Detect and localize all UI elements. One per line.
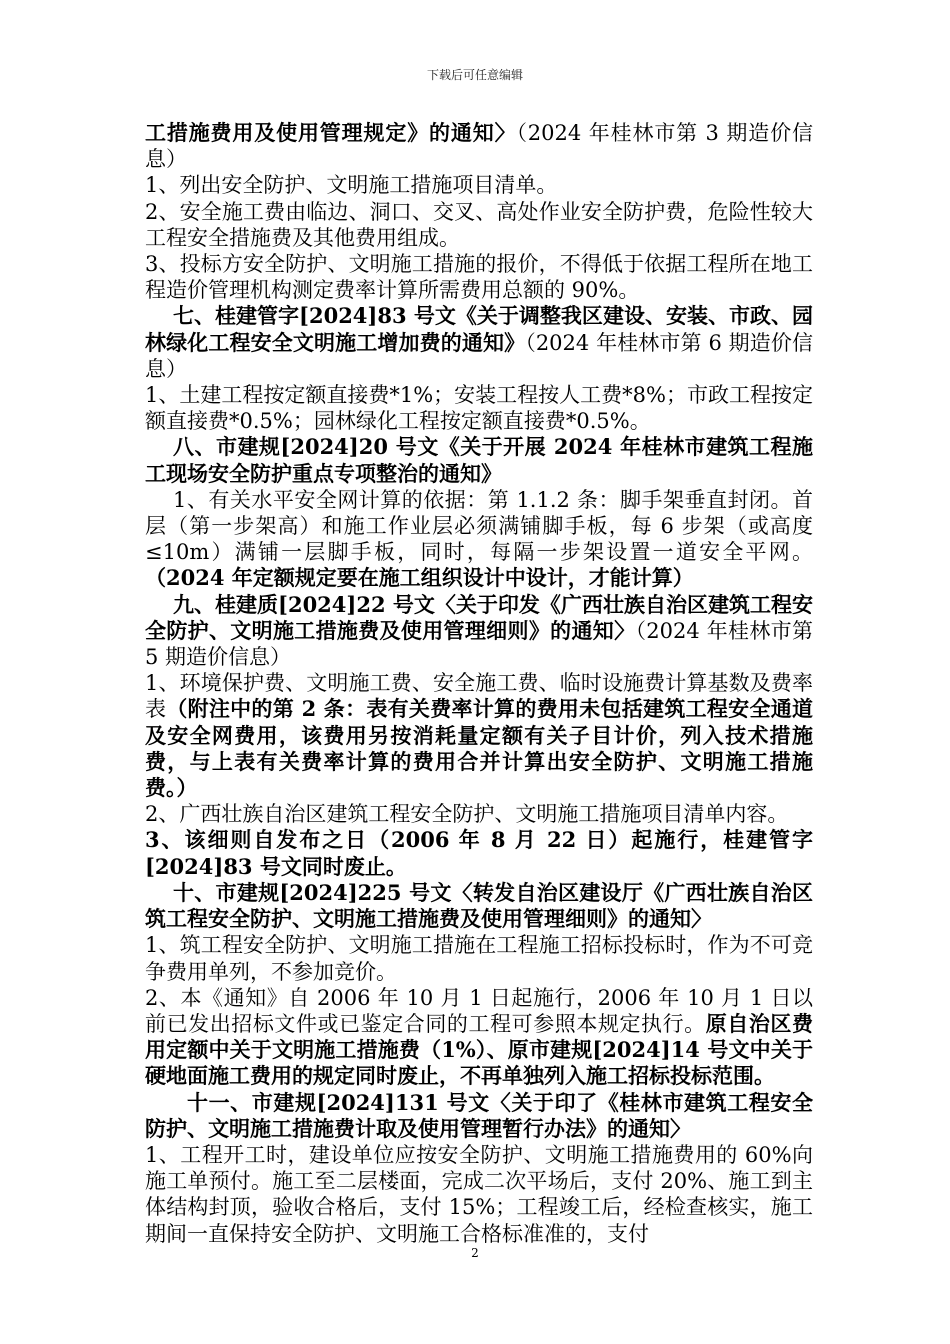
document-body	[145, 120, 813, 1247]
text-run: （2024 年桂林市第 6 期造价信息）	[145, 330, 813, 381]
text-run: 1、工程开工时，建设单位应按安全防护、文明施工措施费用的 60%向施工单预付。施工至二层楼面，完成二次平场后，支付 20%、施工到主体结构封顶，验收合格后，支付 15%；工程竣工后，经检查核实，施工期间一直保持安全防护、文明施工合格标准准的，支付	[145, 1142, 813, 1246]
paragraph	[145, 382, 813, 434]
bold-text-run: 原自治区费用定额中关于文明施工措施费（1%）、原市建规[2024]14 号文中关于硬地面施工费用的规定同时废止，不再单独列入施工招标投标范围。	[145, 1010, 814, 1089]
page-number: 2	[471, 1246, 479, 1260]
paragraph	[145, 827, 813, 879]
paragraph	[145, 199, 813, 251]
bold-text-run: 3、该细则自发布之日（2006 年 8 月 22 日）起施行，桂建管字[2024]83 号文同时废止。	[145, 827, 813, 879]
paragraph	[145, 120, 813, 172]
text-run: （2024 年桂林市第 3 期造价信息）	[145, 121, 813, 172]
bold-text-run: 十一、市建规[2024]131 号文〈关于印了《桂林市建筑工程安全防护、文明施工措施费计取及使用管理暂行办法》的通知〉	[145, 1089, 813, 1141]
section-heading	[145, 880, 813, 932]
text-run: 1、有关水平安全网计算的依据：第 1.1.2 条：脚手架垂直封闭。首层（第一步架高）和施工作业层必须满铺脚手板，每 6 步架（或高度≤10m）满铺一层脚手板，同时，每隔一步架设置一道安全平网。	[145, 487, 813, 565]
text-run: 1、土建工程按定额直接费*1%；安装工程按人工费*8%；市政工程按定额直接费*0.5%；园林绿化工程按定额直接费*0.5%。	[145, 383, 813, 434]
paragraph	[145, 801, 813, 827]
section-heading	[145, 303, 813, 382]
bold-text-run: （附注中的第 2 条：表有关费率计算的费用未包括建筑工程安全通道及安全网费用，该费用另按消耗量定额有关子目计价，列入技术措施费，与上表有关费率计算的费用合并计算出安全防护、文明施工措施费。）	[145, 696, 814, 801]
text-run: 2、本《通知》自 2006 年 10 月 1 日起施行，2006 年 10 月 1 日以前已发出招标文件或已鉴定合同的工程可参照本规定执行。	[145, 985, 813, 1036]
bold-text-run: 七、桂建管字[2024]83 号文《关于调整我区建设、安装、市政、园林绿化工程安全文明施工增加费的通知》	[145, 303, 813, 355]
text-run: 1、筑工程安全防护、文明施工措施在工程施工招标投标时，作为不可竞争费用单列，不参加竞价。	[145, 933, 813, 984]
paragraph	[145, 670, 813, 801]
paragraph	[145, 1142, 813, 1247]
page-header: 下载后可任意编辑	[426, 68, 523, 82]
bold-text-run: 九、桂建质[2024]22 号文〈关于印发《广西壮族自治区建筑工程安全防护、文明施工措施费及使用管理细则》的通知〉	[145, 591, 813, 643]
paragraph	[145, 932, 813, 984]
text-run: 1、环境保护费、文明施工费、安全施工费、临时设施费计算基数及费率表	[145, 671, 813, 722]
text-run: 1、列出安全防护、文明施工措施项目清单。	[145, 173, 558, 198]
bold-text-run: 八、市建规[2024]20 号文《关于开展 2024 年桂林市建筑工程施工现场安全防护重点专项整治的通知》	[145, 434, 813, 486]
text-run: 3、投标方安全防护、文明施工措施的报价，不得低于依据工程所在地工程造价管理机构测定费率计算所需费用总额的 90%。	[145, 252, 813, 303]
section-heading	[145, 592, 813, 671]
paragraph	[145, 487, 813, 592]
section-heading	[145, 1090, 813, 1142]
text-run: （2024 年桂林市第 5 期造价信息）	[145, 618, 813, 670]
paragraph	[145, 985, 813, 1090]
section-heading	[145, 434, 813, 486]
bold-text-run: 十、市建规[2024]225 号文〈转发自治区建设厅《广西壮族自治区筑工程安全防护、文明施工措施费及使用管理细则》的通知〉	[145, 879, 813, 932]
bold-text-run: 工措施费用及使用管理规定》的通知〉	[145, 120, 517, 145]
bold-text-run: （2024 年定额规定要在施工组织设计中设计，才能计算）	[145, 565, 694, 591]
text-run: 2、安全施工费由临边、洞口、交叉、高处作业安全防护费，危险性较大工程安全措施费及其他费用组成。	[145, 199, 813, 250]
paragraph	[145, 251, 813, 303]
paragraph	[145, 172, 813, 198]
text-run: 2、广西壮族自治区建筑工程安全防护、文明施工措施项目清单内容。	[145, 802, 789, 827]
